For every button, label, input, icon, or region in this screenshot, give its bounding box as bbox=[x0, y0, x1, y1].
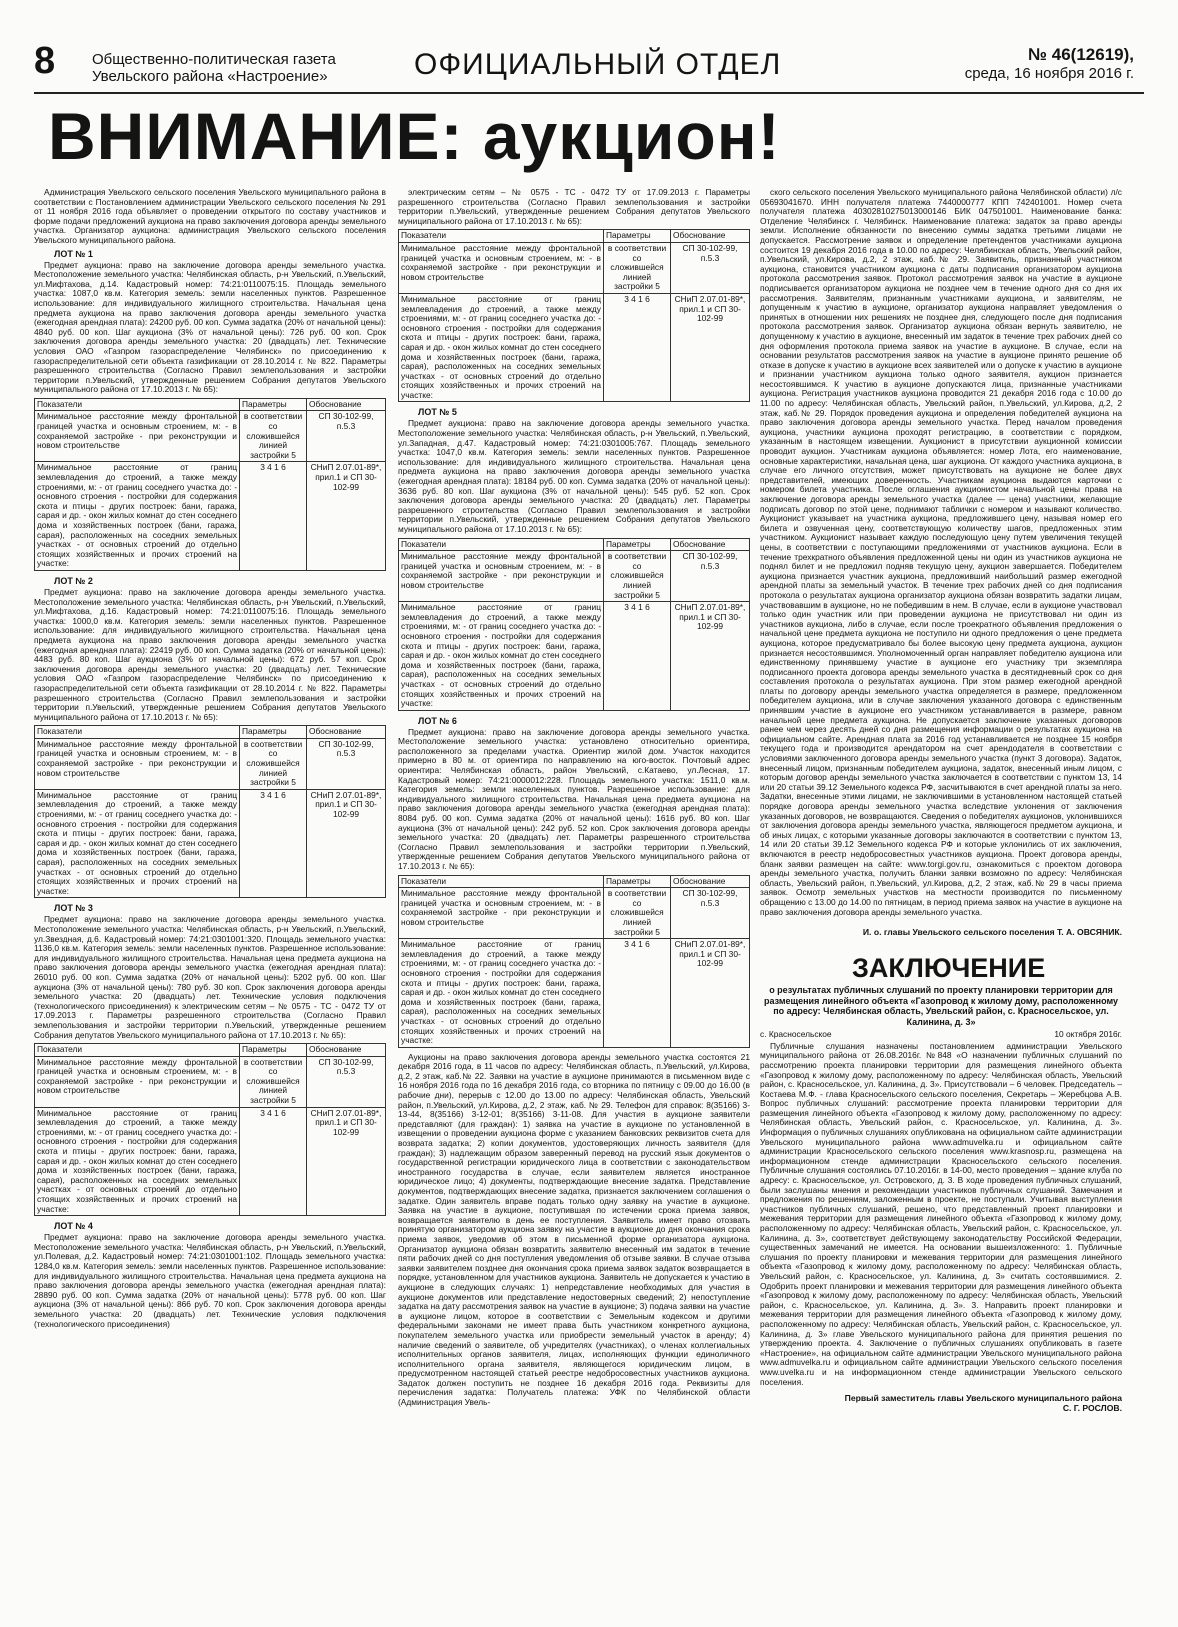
newspaper-name-line1: Общественно-политическая газета bbox=[92, 51, 336, 68]
table-cell: Минимальное расстояние от границ землевладения до строений, а также между строениями, м: - от границ соседнего участка до: - основного строения - постройки для содержания скота и птицы - других построек: бани, гаража, сарая и др. - окон жилых комнат до стен соседнего дома и хозяйственных построек (бани, гаража, сарая), расположенных на соседних земельных участках - от основных строений до отдельно стоящих хозяйственных и прочих строений на участке: bbox=[35, 1107, 240, 1216]
table-cell: 3 4 1 6 bbox=[604, 602, 671, 711]
issue-date: среда, 16 ноября 2016 г. bbox=[964, 65, 1134, 82]
conclusion-signature bbox=[760, 1393, 1122, 1413]
lot-2-title: ЛОТ № 2 bbox=[54, 575, 93, 586]
page-number: 8 bbox=[34, 40, 56, 82]
table-cell: Минимальное расстояние между фронтальной границей участка и основным строением, м: - в сохраняемой застройке - при реконструкции и новом строительстве bbox=[399, 888, 604, 939]
table-header-cell: Обоснование bbox=[307, 726, 386, 739]
conclusion-date-row bbox=[760, 1030, 1122, 1040]
table-cell: 3 4 1 6 bbox=[240, 1107, 307, 1216]
conclusion-signature-line1: Первый заместитель главы Увельского муниципального района bbox=[844, 1393, 1122, 1404]
table-header-cell: Обоснование bbox=[307, 1044, 386, 1057]
header-divider bbox=[34, 92, 1144, 94]
issue-number: № 46(12619), bbox=[1028, 45, 1134, 64]
table-cell: Минимальное расстояние от границ землевладения до строений, а также между строениями, м: - от границ соседнего участка до: - основного строения - постройки для содержания скота и птицы - других построек: бани, гаража, сарая и др. - окон жилых комнат до стен соседнего дома и хозяйственных построек (бани, гаража, сарая), расположенных на соседних земельных участках - от основных строений до отдельно стоящих хозяйственных и прочих строений на участке: bbox=[35, 462, 240, 571]
table-row bbox=[35, 1056, 386, 1107]
lot-6-text: Предмет аукциона: право на заключение договора аренды земельного участка. Местоположение земельного участка: установлено относительно ориентира, расположенного за пределами участка. Ориентир жилой дом. Участок находится примерно в 80 м. от ориентира по направлению на юго-восток. Почтовый адрес ориентира: Челябинская область, район Увельский, с.Катаево, ул.Лесная, 17. Кадастровый номер: 74:21:0000012:228. Площадь земельного участка: 1511,0 кв.м. Категория земель: земли населенных пунктов. Разрешенное использование: для индивидуального жилищного строительства. Начальная цена предмета аукциона на право заключения договора аренды земельного участка (ежегодная арендная плата): 8084 руб. 00 коп. Сумма задатка (20% от начальной цены): 1616 руб. 80 коп. Шаг аукциона (3% от начальной цены): 242 руб. 52 коп. Срок заключения договора аренды земельного участка: 20 (двадцать) лет. Параметры разрешенного строительства (Согласно Правил землепользования и застройки территории п.Увельский, утвержденные решением Собрания депутатов Увельского муниципального района от 17.10.2013 г. № 65): bbox=[398, 726, 750, 871]
table-row bbox=[35, 738, 386, 789]
lot-1-table bbox=[34, 398, 386, 571]
lot-1-title: ЛОТ № 1 bbox=[54, 248, 93, 259]
table-cell: 3 4 1 6 bbox=[240, 462, 307, 571]
section-title: ОФИЦИАЛЬНЫЙ ОТДЕЛ bbox=[414, 48, 782, 81]
table-header-cell: Показатели bbox=[35, 1044, 240, 1057]
table-cell: Минимальное расстояние от границ землевладения до строений, а также между строениями, м: - от границ соседнего участка до: - основного строения - постройки для содержания скота и птицы - других построек: бани, гаража, сарая и др. - окон жилых комнат до стен соседнего дома и хозяйственных построек (бани, гаража, сарая), расположенных на соседних земельных участках - от основных строений до отдельно стоящих хозяйственных и прочих строений на участке: bbox=[35, 789, 240, 898]
lot-2-text: Предмет аукциона: право на заключение договора аренды земельного участка. Местоположение земельного участка: Челябинская область, р-н Увельский, п.Увельский, ул.Мифтахова, д.16. Кадастровый номер: 74:21:0110075:16. Площадь земельного участка: 1000,0 кв.м. Категория земель: земли населенных пунктов. Разрешенное использование: для индивидуального жилищного строительства. Начальная цена предмета аукциона на право заключения договора аренды земельного участка (ежегодная арендная плата): 22419 руб. 00 коп. Сумма задатка (20% от начальной цены): 4483 руб. 80 коп. Шаг аукциона (3% от начальной цены): 672 руб. 57 коп. Срок заключения договора аренды земельного участка: 20 (двадцать) лет. Технические условия ОАО «Газпром газораспределение Челябинск» по присоединению к газораспределительной сети объекта газификации от 28.10.2014 г. № 822. Параметры разрешенного строительства (Согласно Правил землепользования и застройки территории п.Увельский, утвержденные решением Собрания депутатов Увельского муниципального района от 17.10.2013 г. № 65): bbox=[34, 586, 386, 722]
table-header-row bbox=[399, 230, 750, 243]
conclusion-signature-line2: С. Г. РОСЛОВ. bbox=[1062, 1403, 1122, 1414]
lot-3-text: Предмет аукциона: право на заключение договора аренды земельного участка. Местоположение земельного участка: Челябинская область, р-н Увельский, п.Увельский, ул.Звездная, д.6. Кадастровый номер: 74:21:0301001:320. Площадь земельного участка: 1136,0 кв.м. Категория земель: земли населенных пунктов. Разрешенное использование: для индивидуального жилищного строительства. Начальная цена предмета аукциона на право заключения договора аренды земельного участка (ежегодная арендная плата): 26010 руб. 00 коп. Сумма задатка (20% от начальной цены): 5202 руб. 00 коп. Шаг аукциона (3% от начальной цены): 780 руб. 30 коп. Срок заключения договора аренды земельного участка: 20 (двадцать) лет. Технические условия подключения (технологического присоединения) к электрическим сетям – № 0575 - ТС - 0472 ТУ от 17.09.2013 г. Параметры разрешенного строительства (Согласно Правил землепользования и застройки территории п.Увельский, утвержденные решением Собрания депутатов Увельского муниципального района от 17.10.2013 г. № 65): bbox=[34, 914, 386, 1040]
table-row bbox=[35, 789, 386, 898]
table-header-row bbox=[35, 398, 386, 411]
conclusion-place: с. Красносельское bbox=[760, 1029, 832, 1040]
table-cell: СП 30-102-99, п.5.3 bbox=[307, 1056, 386, 1107]
lot-6-title: ЛОТ № 6 bbox=[418, 715, 457, 726]
lot-1-text: Предмет аукциона: право на заключение договора аренды земельного участка. Местоположение земельного участка: Челябинская область, р-н Увельский, п.Увельский, ул.Мифтахова, д.14. Кадастровый номер: 74:21:0110075:15. Площадь земельного участка: 1087,0 кв.м. Категория земель: земли населенных пунктов. Разрешенное использование: для индивидуального жилищного строительства. Начальная цена предмета аукциона на право заключения договора аренды земельного участка (ежегодная арендная плата): 24200 руб. 00 коп. Сумма задатка (20% от начальной цены): 4840 руб. 00 коп. Шаг аукциона (3% от начальной цены): 726 руб. 00 коп. Срок заключения договора аренды земельного участка: 20 (двадцать) лет. Технические условия ОАО «Газпром газораспределение Челябинск» по присоединению к газораспределительной сети объекта газификации от 28.10.2014 г. № 822. Параметры разрешенного строительства (Согласно Правил землепользования и застройки территории п.Увельский, утвержденные решением Собрания депутатов Увельского муниципального района от 17.10.2013 г. № 65): bbox=[34, 259, 386, 395]
lot-3-title: ЛОТ № 3 bbox=[54, 903, 93, 914]
table-header-row bbox=[399, 538, 750, 551]
table-cell: Минимальное расстояние между фронтальной границей участка и основным строением, м: - в сохраняемой застройке - при реконструкции и новом строительстве bbox=[35, 1056, 240, 1107]
lot-5-title: ЛОТ № 5 bbox=[418, 407, 457, 418]
table-cell: СП 30-102-99, п.5.3 bbox=[671, 242, 750, 293]
auction-rules-text: Аукционы на право заключения договора аренды земельного участка состоятся 21 декабря 2016 года, в 11 часов по адресу: Челябинская область, п.Увельский, ул.Кирова, д.2, 2 этаж, каб.№ 22. Заявки на участие в аукционе принимаются в письменном виде с 16 ноября 2016 года по 16 декабря 2016 года, со вторника по пятницу с 09.00 до 16.00 (в рабочие дни), перерыв с 12.00 до 13.00 по адресу: Челябинская область, Увельский район, п.Увельский, ул.Кирова, д.2, 2 этаж, каб. № 29. Телефон для справок: 8(35166) 3-13-44, 8(35166) 3-12-01; 8(35166) 3-11-08. Для участия в аукционе заявители представляют (для граждан): 1) заявка на участие в аукционе по установленной в извещении о проведении аукциона форме с указанием банковских реквизитов счета для возврата задатка; 2) копии документов, удостоверяющих личность заявителя (для граждан); 3) надлежащим образом заверенный перевод на русский язык документов о государственной регистрации юридического лица в соответствии с законодательством иностранного государства в случае, если заявителем является иностранное юридическое лицо; 4) документы, подтверждающие внесение задатка. Представление документов, подтверждающих внесение задатка, признается заключением соглашения о задатке. Один заявитель вправе подать только одну заявку на участие в аукционе. Заявка на участие в аукционе, поступившая по истечении срока приема заявок, возвращается заявителю в день ее поступления. Заявитель имеет право отозвать принятую организатором аукциона заявку на участие в аукционе до дня окончания срока приема заявок, уведомив об этом в письменной форме организатора аукциона. Организатор аукциона обязан возвратить заявителю внесенный им задаток в течение пяти рабочих дней со дня поступления уведомления об отзыве заявки. В случае отзыва заявки заявителем позднее дня окончания срока приема заявок задаток возвращается в порядке, установленном для участников аукциона. Заявитель не допускается к участию в аукционе в следующих случаях: 1) непредставление необходимых для участия в аукционе документов или представление недостоверных сведений; 2) непоступление задатка на дату рассмотрения заявок на участие в аукционе; 3) подача заявки на участие в аукционе лицом, которое в соответствии с Земельным кодексом и другими федеральными законами не имеет права быть участником конкретного аукциона, покупателем земельного участка или приобрести земельный участок в аренду; 4) наличие сведений о заявителе, об учредителях (участниках), о членах коллегиальных исполнительных органов заявителя, лицах, исполняющих функции единоличного исполнительного органа заявителя, являющегося юридическим лицом, в предусмотренном настоящей статьей реестре недобросовестных участников аукциона. Задаток должен поступить не позднее 16 декабря 2016 года. Реквизиты для перечисления задатка: Получатель платежа: УФК по Челябинской области (Администрация Увель- bbox=[398, 1051, 750, 1408]
headline: ВНИМАНИЕ: аукцион! bbox=[48, 99, 781, 173]
table-header-cell: Обоснование bbox=[307, 398, 386, 411]
lot-5-text: Предмет аукциона: право на заключение договора аренды земельного участка. Местоположение земельного участка: Челябинская область, р-н Увельский, п.Увельский, ул.Западная, д.47. Кадастровый номер: 74:21:0301005:767. Площадь земельного участка: 1047,0 кв.м. Категория земель: земли населенных пунктов. Разрешенное использование: для индивидуального жилищного строительства. Начальная цена предмета аукциона на право заключения договора аренды земельного участка (ежегодная арендная плата): 18184 руб. 00 коп. Сумма задатка (20% от начальной цены): 3636 руб. 80 коп. Шаг аукциона (3% от начальной цены): 545 руб. 52 коп. Срок заключения договора аренды земельного участка: 20 (двадцать) лет. Параметры разрешенного строительства (Согласно Правил землепользования и застройки территории п.Увельский, утвержденные решением Собрания депутатов Увельского муниципального района от 17.10.2013 г. № 65): bbox=[398, 418, 750, 534]
table-header-cell: Показатели bbox=[399, 230, 604, 243]
lot-4-text: Предмет аукциона: право на заключение договора аренды земельного участка. Местоположение земельного участка: Челябинская область, р-н Увельский, п.Увельский, ул.Полевая, д.2. Кадастровый номер: 74:21:0301001:102. Площадь земельного участка: 1284,0 кв.м. Категория земель: земли населенных пунктов. Разрешенное использование: для индивидуального жилищного строительства. Начальная цена предмета аукциона на право заключения договора аренды земельного участка (ежегодная арендная плата): 28890 руб. 00 коп. Сумма задатка (20% от начальной цены): 5778 руб. 00 коп. Шаг аукциона (3% от начальной цены): 866 руб. 70 коп. Срок заключения договора аренды земельного участка: 20 (двадцать) лет. Технические условия подключения (технологического присоединения) bbox=[34, 1232, 386, 1329]
issue-info bbox=[965, 45, 1134, 83]
table-cell: Минимальное расстояние от границ землевладения до строений, а также между строениями, м: - от границ соседнего участка до: - основного строения - постройки для содержания скота и птицы - других построек: бани, гаража, сарая и др. - окон жилых комнат до стен соседнего дома и хозяйственных построек (бани, гаража, сарая), расположенных на соседних земельных участках - от основных строений до отдельно стоящих хозяйственных и прочих строений на участке: bbox=[399, 602, 604, 711]
column-2 bbox=[398, 188, 750, 1608]
table-header-cell: Параметры bbox=[240, 726, 307, 739]
table-cell: в соответствии со сложившейся линией застройки 5 bbox=[240, 1056, 307, 1107]
lot-6-table bbox=[398, 875, 750, 1048]
table-header-cell: Параметры bbox=[240, 1044, 307, 1057]
table-cell: в соответствии со сложившейся линией застройки 5 bbox=[604, 551, 671, 602]
table-cell: Минимальное расстояние между фронтальной границей участка и основным строением, м: - в сохраняемой застройке - при реконструкции и новом строительстве bbox=[399, 242, 604, 293]
table-cell: 3 4 1 6 bbox=[604, 939, 671, 1048]
table-header-cell: Показатели bbox=[399, 538, 604, 551]
conclusion-subtitle: о результатах публичных слушаний по проекту планировки территории для размещения линейного объекта «Газопровод к жилому дому, расположенному по адресу: Челябинская область, Увельский район, с. Красносельское, ул. Калинина, д. 3» bbox=[763, 985, 1118, 1027]
table-header-cell: Показатели bbox=[35, 726, 240, 739]
lot-5-table bbox=[398, 538, 750, 711]
newspaper-name bbox=[92, 51, 336, 85]
table-header-cell: Параметры bbox=[604, 875, 671, 888]
table-row bbox=[399, 242, 750, 293]
table-row bbox=[399, 602, 750, 711]
table-row bbox=[35, 1107, 386, 1216]
table-cell: в соответствии со сложившейся линией застройки 5 bbox=[604, 888, 671, 939]
table-header-cell: Обоснование bbox=[671, 875, 750, 888]
table-cell: СП 30-102-99, п.5.3 bbox=[671, 551, 750, 602]
conclusion-text: Публичные слушания назначены постановлением администрации Увельского муниципального района от 26.08.2016г. №848 «О назначении публичных слушаний по рассмотрению проекта планировки территории для размещения линейного объекта «Газопровод к жилому дому, расположенному по адресу: Челябинская область, Увельский район, с. Красносельское, ул. Калинина, д. 3». Присутствовали – 6 человек. Председатель – Костаева М.Ф. - глава Красносельского сельского поселения, Секретарь – Жеребцова А.В. Вопрос публичных слушаний: рассмотрение проекта планировки территории для размещения линейного объекта «Газопровод к жилому дому, расположенному по адресу: Челябинская область, Увельский район, с. Красносельское, ул. Калинина, д. 3». Информация о публичных слушаниях опубликована на официальном сайте администрации Увельского муниципального района www.admuvelka.ru и официальном сайте администрации Красносельского сельского поселения www.krasnosp.ru, размещена на информационном стенде администрации Красносельского сельского поселения. Публичные слушания состоялись 07.10.2016г. в 14-00, место проведения – здание клуба по адресу: с. Красносельское, ул. Островского, д. 3. В ходе проведения публичных слушаний, были заслушаны мнения и рекомендации участников публичных слушаний. Замечания и предложения по решениям, заложенным в проекте, не поступали. Учитывая выступления участников публичных слушаний, решено, что представленный проект планировки и межевания территории для размещения линейного объекта «Газопровод к жилому дому, расположенному по адресу: Челябинская область, Увельский район, с. Красносельское, ул. Калинина, д. 3», соответствует действующему законодательству Российской Федерации, существенных замечаний не имеется. На основании вышеизложенного: 1. Публичные слушания по проекту планировки и межевания территории для размещения линейного объекта «Газопровод к жилому дому, расположенному по адресу: Челябинская область, Увельский район, с. Красносельское, ул. Калинина, д. 3» считать состоявшимися. 2. Одобрить проект планировки и межевания территории для размещения линейного объекта «Газопровод к жилому дому, расположенному по адресу: Челябинская область, Увельский район, с. Красносельское, ул. Калинина, д. 3». 3. Направить проект планировки и межевания территории для размещения линейного объекта «Газопровод к жилому дому, расположенному по адресу: Челябинская область, Увельский район, с. Красносельское, ул. Калинина, д. 3» главе Увельского муниципального района для принятия решения по утверждению проекта. 4. Заключение о публичных слушаниях опубликовать в газете «Настроение», на официальном сайте администрации Увельского муниципального района www.admuvelka.ru и официальном сайте администрации Увельского сельского поселения www.uvelka.ru и на информационном стенде администрации Увельского сельского поселения. bbox=[760, 1040, 1122, 1387]
table-header-row bbox=[35, 1044, 386, 1057]
table-header-cell: Параметры bbox=[240, 398, 307, 411]
conclusion-date: 10 октября 2016г. bbox=[1054, 1029, 1122, 1040]
table-cell: 3 4 1 6 bbox=[240, 789, 307, 898]
table-row bbox=[35, 411, 386, 462]
auction-signature: И. о. главы Увельского сельского поселения Т. А. ОВСЯНИК. bbox=[862, 927, 1122, 938]
table-header-cell: Параметры bbox=[604, 230, 671, 243]
table-cell: Минимальное расстояние между фронтальной границей участка и основным строением, м: - в сохраняемой застройке - при реконструкции и новом строительстве bbox=[35, 411, 240, 462]
table-header-cell: Параметры bbox=[604, 538, 671, 551]
table-row bbox=[399, 888, 750, 939]
table-header-cell: Обоснование bbox=[671, 538, 750, 551]
table-header-cell: Обоснование bbox=[671, 230, 750, 243]
lot-3-table bbox=[34, 1043, 386, 1216]
conclusion-title: ЗАКЛЮЧЕНИЕ bbox=[852, 953, 1046, 984]
table-row bbox=[399, 939, 750, 1048]
table-cell: Минимальное расстояние от границ землевладения до строений, а также между строениями, м: - от границ соседнего участка до: - основного строения - постройки для содержания скота и птицы - других построек: бани, гаража, сарая и др. - окон жилых комнат до стен соседнего дома и хозяйственных построек (бани, гаража, сарая), расположенных на соседних земельных участках - от основных строений до отдельно стоящих хозяйственных и прочих строений на участке: bbox=[399, 293, 604, 402]
table-cell: СНиП 2.07.01-89*, прил.1 и СП 30-102-99 bbox=[671, 602, 750, 711]
table-cell: СНиП 2.07.01-89*, прил.1 и СП 30-102-99 bbox=[307, 1107, 386, 1216]
table-row bbox=[399, 551, 750, 602]
table-cell: в соответствии со сложившейся линией застройки 5 bbox=[240, 738, 307, 789]
table-cell: СП 30-102-99, п.5.3 bbox=[671, 888, 750, 939]
table-cell: в соответствии со сложившейся линией застройки 5 bbox=[240, 411, 307, 462]
column-1 bbox=[34, 188, 386, 1608]
table-header-cell: Показатели bbox=[35, 398, 240, 411]
table-cell: 3 4 1 6 bbox=[604, 293, 671, 402]
table-row bbox=[399, 293, 750, 402]
lot-4-title: ЛОТ № 4 bbox=[54, 1221, 93, 1232]
table-cell: Минимальное расстояние между фронтальной границей участка и основным строением, м: - в сохраняемой застройке - при реконструкции и новом строительстве bbox=[399, 551, 604, 602]
table-cell: Минимальное расстояние между фронтальной границей участка и основным строением, м: - в сохраняемой застройке - при реконструкции и новом строительстве bbox=[35, 738, 240, 789]
table-cell: СНиП 2.07.01-89*, прил.1 и СП 30-102-99 bbox=[671, 293, 750, 402]
table-cell: СНиП 2.07.01-89*, прил.1 и СП 30-102-99 bbox=[307, 789, 386, 898]
table-cell: в соответствии со сложившейся линией застройки 5 bbox=[604, 242, 671, 293]
table-header-row bbox=[399, 875, 750, 888]
lot-2-table bbox=[34, 725, 386, 898]
table-header-row bbox=[35, 726, 386, 739]
table-cell: СП 30-102-99, п.5.3 bbox=[307, 738, 386, 789]
column-3 bbox=[760, 188, 1122, 1608]
page-header bbox=[34, 40, 1134, 87]
table-cell: Минимальное расстояние от границ землевладения до строений, а также между строениями, м: - от границ соседнего участка до: - основного строения - постройки для содержания скота и птицы - других построек: бани, гаража, сарая и др. - окон жилых комнат до стен соседнего дома и хозяйственных построек (бани, гаража, сарая), расположенных на соседних земельных участках - от основных строений до отдельно стоящих хозяйственных и прочих строений на участке: bbox=[399, 939, 604, 1048]
table-header-cell: Показатели bbox=[399, 875, 604, 888]
lot-4-continuation: электрическим сетям – № 0575 - ТС - 0472 ТУ от 17.09.2013 г. Параметры разрешенного строительства (Согласно Правил землепользования и застройки территории п.Увельский, утвержденные решением Собрания депутатов Увельского муниципального района от 17.10.2013 г. № 65): bbox=[398, 188, 750, 226]
lot-4-table bbox=[398, 229, 750, 402]
auction-procedure-text: ского сельского поселения Увельского муниципального района Челябинской области) л/с 05693041670. ИНН получателя платежа 7440000777 КПП 742401001. Номер счета получателя платежа 40302810275013000146 БИК 047501001. Наименование банка: Отделение Челябинск г. Челябинск. Наименование платежа: задаток за право аренды земли. Исполнение обязанности по внесению суммы задатка третьими лицами не допускается. Рассмотрение заявок и определение претендентов участниками аукциона состоится 19 декабря 2016 года в 10.00 по адресу: Челябинская область, Увельский район, п.Увельский, ул.Кирова, д.2, 2 этаж, каб.№ 29. Заявитель, признанный участником аукциона, становится участником аукциона с даты подписания организатором аукциона протокола рассмотрения заявок. Протокол рассмотрения заявок на участие в аукционе подписывается организатором аукциона не позднее чем в течение одного дня со дня их рассмотрения. Заявителям, признанным участниками аукциона, и заявителям, не допущенным к участию в аукционе, организатор аукциона направляет уведомления о принятых в отношении них решениях не позднее дня, следующего после дня подписания протокола рассмотрения заявок. Организатор аукциона обязан вернуть заявителю, не допущенному к участию в аукционе, внесенный им задаток в течение трех рабочих дней со дня оформления протокола приема заявок на участие в аукционе. В случае, если на основании результатов рассмотрения заявок на участие в аукционе принято решение об отказе в допуске к участию в аукционе всех заявителей или о допуске к участию в аукционе и признании участником аукциона только одного заявителя, аукцион признается несостоявшимся. К участию в аукционе допускаются лица, признанные участниками аукциона. Регистрация участников аукциона проводится 21 декабря 2016 года с 10.00 до 11.00 по адресу: Челябинская область, Увельский район, п.Увельский, ул.Кирова, д.2, 2 этаж, каб.№ 29. Порядок проведения аукциона и определения победителей аукциона на право заключения договора аренды земельного участка. Перед началом проведения аукциона, участники аукциона проходят регистрацию, в соответствии с порядком, указанным в настоящем извещении. Аукционист в присутствии аукционной комиссии проводит аукцион. Участникам аукциона объявляется: номер Лота, его наименование, основные характеристики, начальная цена, шаг аукциона. От каждого участника аукциона, в случае его личного отсутствия, может присутствовать на аукционе не более двух представителей, имеющих доверенность. Участникам аукциона выдаются карточки с номером билета участника. После оглашения аукционистом начальной цены права на заключение договора аренды земельного участка (далее — цена) участники, желающие подписать договор по этой цене, поднимают таблички с номером и называют количество. Аукционист указывает на участника аукциона, предложившего цену, называя номер его билета и озвученная цену, соответствующую количеству шагов, предложенных этим участником. Аукционист называет каждую последующую цену путем увеличения текущей цены, в соответствии с поступающими предложениями от участников аукциона. Если в течение трехкратного объявления предложенной цены ни один из участников аукциона не поднял билет и не предложил подняв текущую цену, аукцион завершается. Победителем аукциона признается участник аукциона, предложивший наибольший размер ежегодной арендной платы за земельный участок. В течение трех рабочих дней со дня подписания протокола о результатах аукциона организатор аукциона обязан возвратить задатки лицам, участвовавшим в аукционе, но не победившим в нем. В случае, если в аукционе участвовал только один участник или при проведении аукциона не присутствовал ни один из участников аукциона, либо в случае, если после троекратного объявления предложения о начальной цене предмета аукциона не поступило ни одного предложения о цене предмета аукциона, которое предусматривало бы более высокую цену предмета аукциона, аукцион признается несостоявшимся. Уполномоченный орган направляет победителю аукциона или единственному принявшему участие в аукционе его участнику три экземпляра подписанного проекта договора аренды земельного участка в десятидневный срок со дня составления протокола о результатах аукциона. При этом размер ежегодной арендной платы по договору аренды земельного участка определяется в размере, предложенном победителем аукциона, или в случае заключения указанного договора с единственным принявшим участие в аукционе его участником устанавливается в размере, равном начальной цене предмета аукциона. Не допускается заключение указанных договоров ранее чем через десять дней со дня размещения информации о результатах аукциона на официальном сайте. Арендная плата за 2016 год устанавливается не позднее 15 ноября текущего года и производится арендатором на счет арендодателя в соответствии с условиями заключенного договора аренды земельного участка (пункт 3 договора). Задаток, внесенный лицом, признанным победителем аукциона, задаток, внесенный иным лицом, с которым договор аренды земельного участка заключается в соответствии с пунктом 13, 14 или 20 статьи 39.12 Земельного кодекса РФ, засчитываются в счет арендной платы за него. Задатки, внесенные этими лицами, не заключившими в установленном настоящей статьей порядке договора аренды земельного участка вследствие уклонения от заключения указанных договоров, не возвращаются. Сведения о победителях аукционов, уклонившихся от заключения договора аренды земельного участка, являющегося предметом аукциона, и об иных лицах, с которыми указанные договоры заключаются в соответствии с пунктом 13, 14 или 20 статьи 39.12 Земельного кодекса РФ и которые уклонились от их заключения, включаются в реестр недобросовестных участников аукциона. Проект договора аренды, бланк заявки размещен на сайте: www.torgi.gov.ru, ознакомиться с проектом договора аренды земельного участка, получить бланки заявки возможно по адресу: Челябинская область, Увельский район, п.Увельский, ул.Кирова, д.2, 2 этаж, каб.№ 29 в часы приема заявок. Осмотр земельных участков на местности производится по письменному обращению с 13.00 до 14.00 по пятницам, в период приема заявок на участие в аукционе на право заключения договора аренды земельного участка. bbox=[760, 188, 1122, 917]
table-cell: СНиП 2.07.01-89*, прил.1 и СП 30-102-99 bbox=[307, 462, 386, 571]
table-row bbox=[35, 462, 386, 571]
table-cell: СП 30-102-99, п.5.3 bbox=[307, 411, 386, 462]
table-cell: СНиП 2.07.01-89*, прил.1 и СП 30-102-99 bbox=[671, 939, 750, 1048]
intro-paragraph: Администрация Увельского сельского поселения Увельского муниципального района в соответствии с Постановлением администрации Увельского сельского поселения № 291 от 11 ноября 2016 года объявляет о проведении открытого по составу участников и форме подачи предложений аукциона на право заключения договора аренды земельного участка. Организатор аукциона: администрация Увельского сельского поселения Увельского муниципального района. bbox=[34, 188, 386, 245]
newspaper-name-line2: Увельского района «Настроение» bbox=[92, 68, 328, 85]
